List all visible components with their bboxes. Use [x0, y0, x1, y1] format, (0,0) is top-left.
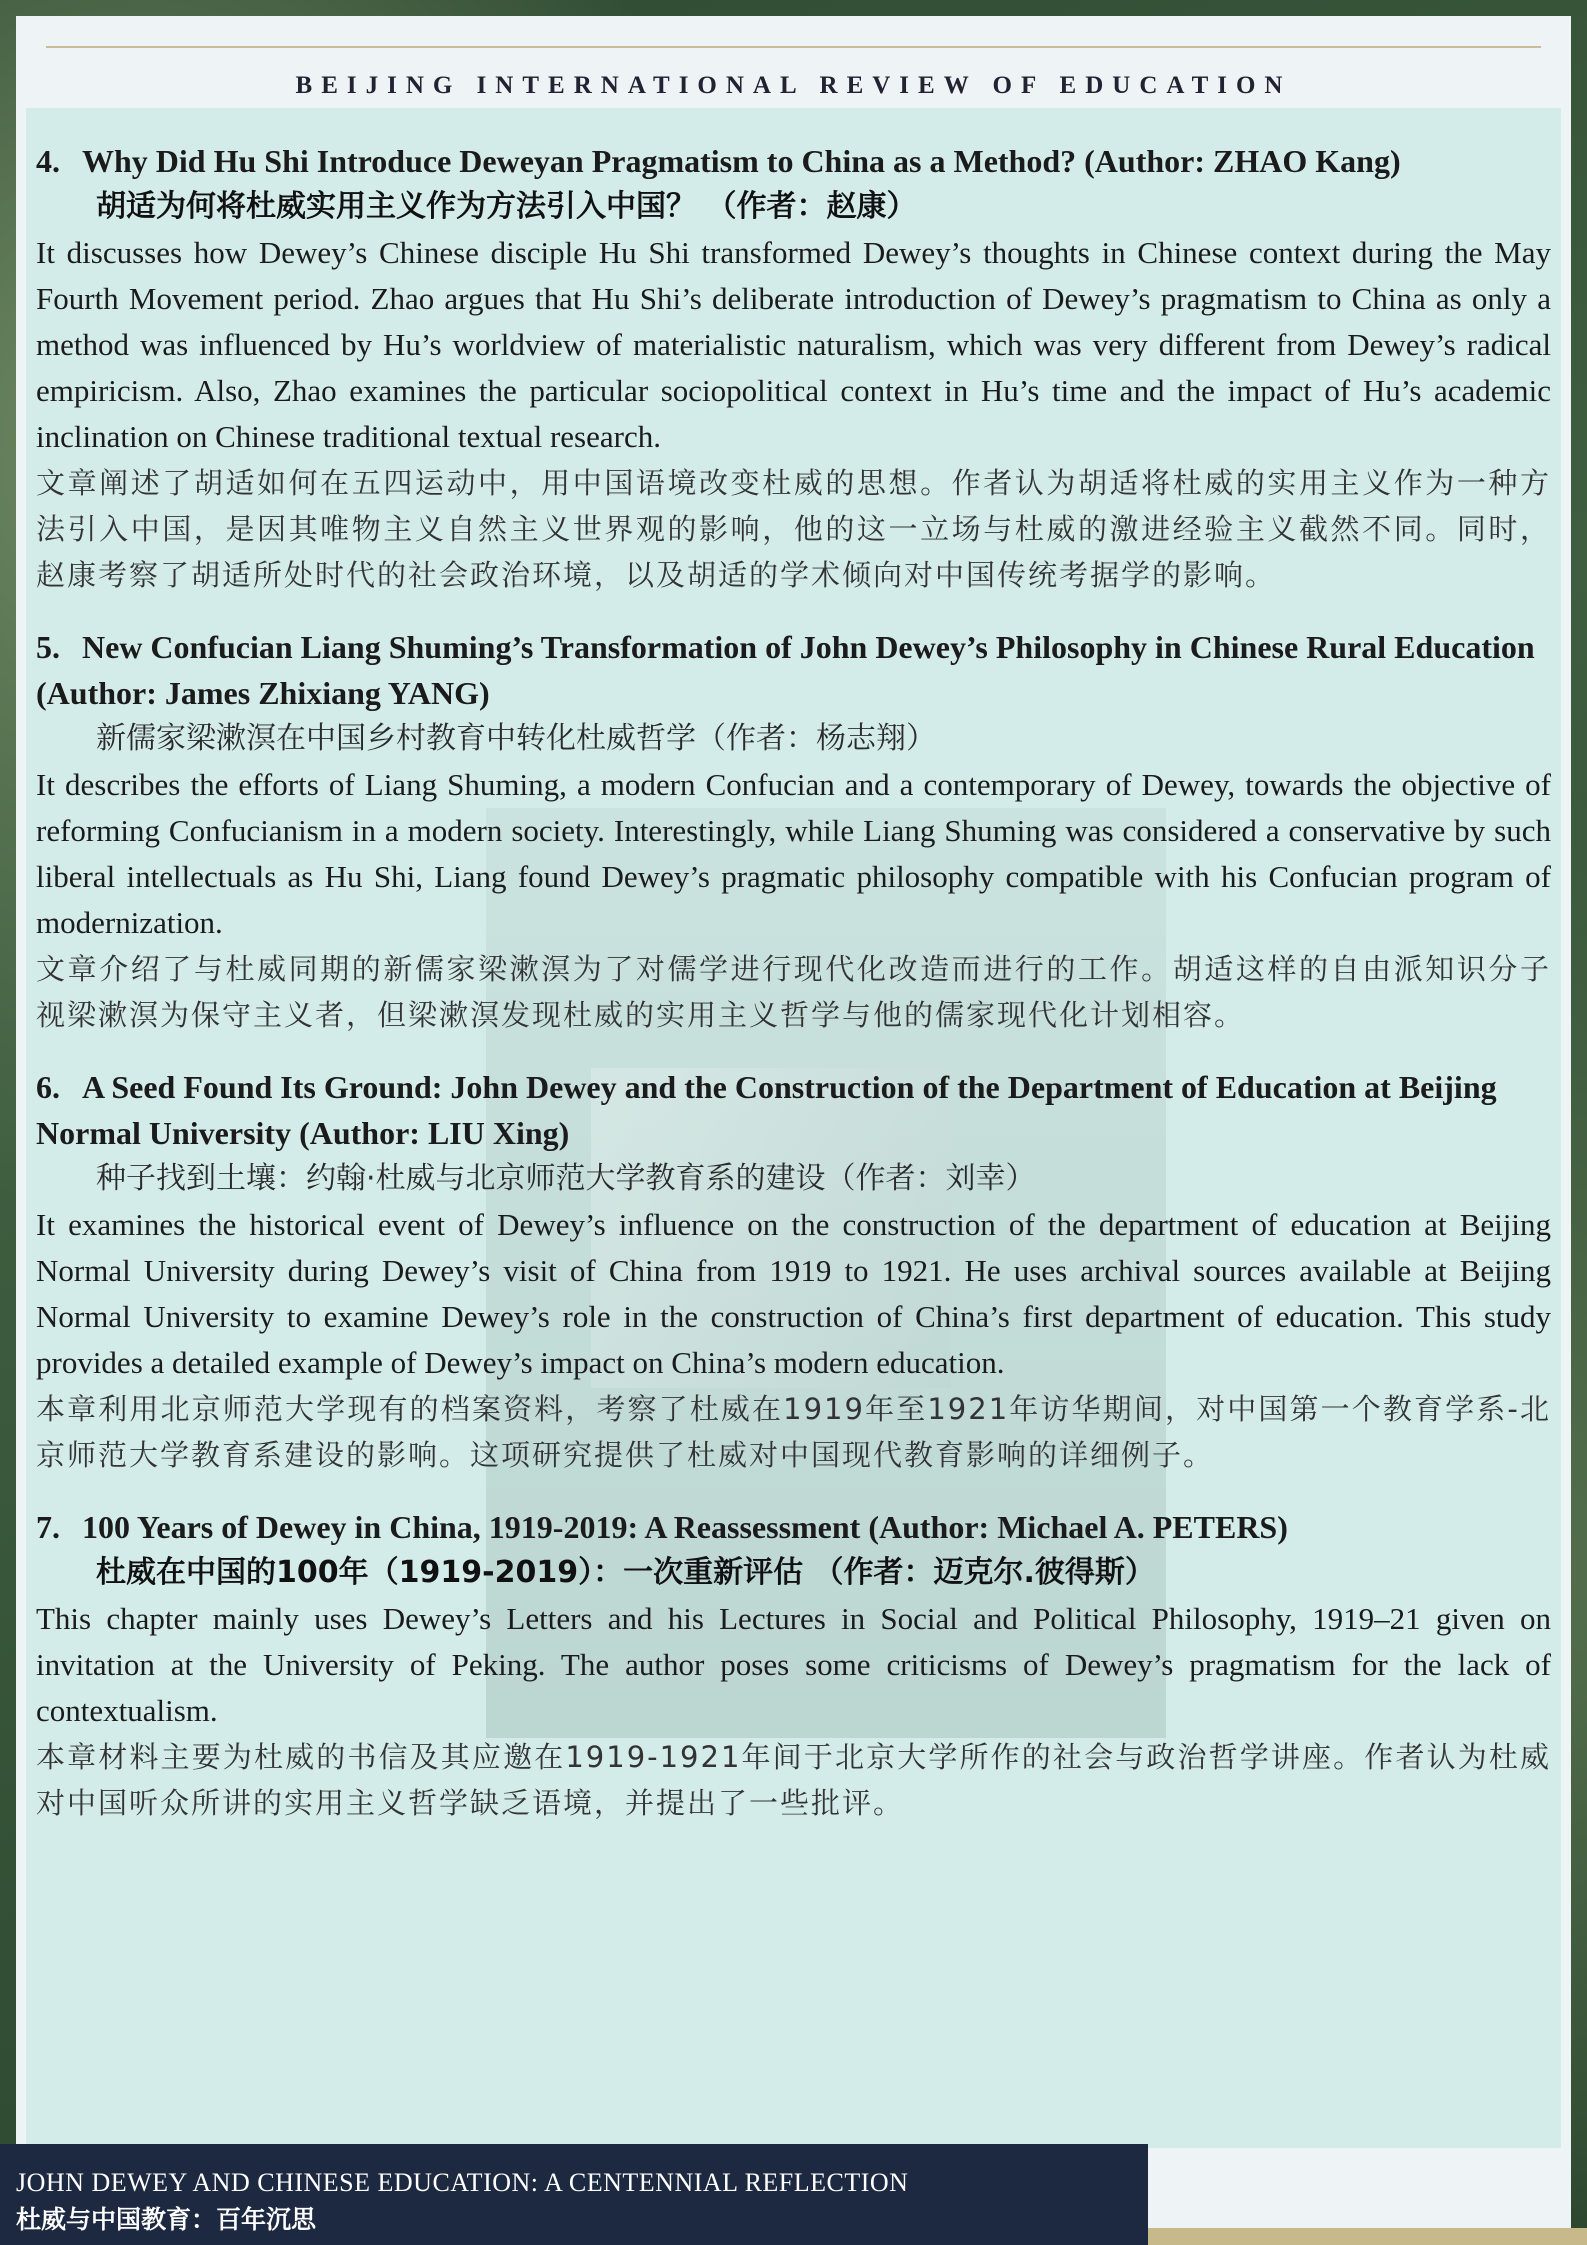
article-title: [36, 138, 1551, 184]
article-summary-en: It describes the efforts of Liang Shuming, a modern Confucian and a contemporary of Dewey, towards the objective of reforming Confucianism in a modern society. Interestingly, while Liang Shuming was considered a conservative by such liberal intellectuals as Hu Shi, Liang found Dewey’s pragmatic philosophy compatible with his Confucian program of modernization.: [36, 767, 1551, 940]
article-number: 5.: [36, 629, 60, 665]
article-summary-zh: 本章材料主要为杜威的书信及其应邀在1919-1921年间于北京大学所作的社会与政治哲学讲座。作者认为杜威对中国听众所讲的实用主义哲学缺乏语境，并提出了一些批评。: [36, 1740, 1551, 1820]
article-title-text: Why Did Hu Shi Introduce Deweyan Pragmatism to China as a Method? (Author: ZHAO Kang): [82, 143, 1401, 179]
article-number: 7.: [36, 1509, 60, 1545]
article-title-cn: 胡适为何将杜威实用主义作为方法引入中国？ （作者：赵康）: [96, 189, 917, 224]
article-summary-en: This chapter mainly uses Dewey’s Letters and his Lectures in Social and Political Philosophy, 1919–21 given on invitation at the University of Peking. The author poses some criticisms of Dewey’s pragmatism for the lack of contextualism.: [36, 1601, 1551, 1728]
article-number: 4.: [36, 143, 60, 179]
header-rule: [46, 46, 1541, 48]
article-title: [36, 1064, 1551, 1156]
article-4: [36, 138, 1551, 598]
article-title-cn: 杜威在中国的100年（1919-2019）：一次重新评估 （作者：迈克尔.彼得斯）: [96, 1555, 1155, 1590]
journal-header: BEIJING INTERNATIONAL REVIEW OF EDUCATION: [295, 72, 1292, 99]
article-title-text: A Seed Found Its Ground: John Dewey and the Construction of the Department of Education at Beijing Normal University (Author: LIU Xing): [36, 1069, 1497, 1151]
article-6: [36, 1064, 1551, 1478]
article-summary-zh: 文章介绍了与杜威同期的新儒家梁漱溟为了对儒学进行现代化改造而进行的工作。胡适这样的自由派知识分子视梁漱溟为保守主义者，但梁漱溟发现杜威的实用主义哲学与他的儒家现代化计划相容。: [36, 952, 1551, 1032]
article-summary-en: It discusses how Dewey’s Chinese disciple Hu Shi transformed Dewey’s thoughts in Chinese context during the May Fourth Movement period. Zhao argues that Hu Shi’s deliberate introduction of Dewey’s pragmatism to China as only a method was influenced by Hu’s worldview of materialistic naturalism, which was very different from Dewey’s radical empiricism. Also, Zhao examines the particular sociopolitical context in Hu’s time and the impact of Hu’s academic inclination on Chinese traditional textual research.: [36, 235, 1551, 454]
footer-title-cn: 杜威与中国教育：百年沉思: [16, 2205, 317, 2234]
article-summary-zh: 本章利用北京师范大学现有的档案资料，考察了杜威在1919年至1921年访华期间，对中国第一个教育学系-北京师范大学教育系建设的影响。这项研究提供了杜威对中国现代教育影响的详细例子。: [36, 1392, 1551, 1472]
article-title-cn: 新儒家梁漱溟在中国乡村教育中转化杜威哲学（作者：杨志翔）: [96, 721, 936, 756]
article-list: [36, 138, 1551, 1852]
article-title-text: 100 Years of Dewey in China, 1919-2019: A Reassessment (Author: Michael A. PETERS): [82, 1509, 1288, 1545]
article-summary-en: It examines the historical event of Dewey’s influence on the construction of the department of education at Beijing Normal University during Dewey’s visit of China from 1919 to 1921. He uses archival sources available at Beijing Normal University to examine Dewey’s role in the construction of China’s first department of education. This study provides a detailed example of Dewey’s impact on China’s modern education.: [36, 1207, 1551, 1380]
article-title: [36, 624, 1551, 716]
article-title-text: New Confucian Liang Shuming’s Transformation of John Dewey’s Philosophy in Chinese Rural Education (Author: James Zhixiang YANG): [36, 629, 1535, 711]
article-5: [36, 624, 1551, 1038]
article-number: 6.: [36, 1069, 60, 1105]
footer-title-en: JOHN DEWEY AND CHINESE EDUCATION: A CENTENNIAL REFLECTION: [16, 2168, 909, 2197]
footer-accent-bar: [1148, 2228, 1587, 2245]
article-7: [36, 1504, 1551, 1826]
article-title-cn: 种子找到土壤：约翰·杜威与北京师范大学教育系的建设（作者：刘幸）: [96, 1161, 1036, 1196]
article-summary-zh: 文章阐述了胡适如何在五四运动中，用中国语境改变杜威的思想。作者认为胡适将杜威的实用主义作为一种方法引入中国，是因其唯物主义自然主义世界观的影响，他的这一立场与杜威的激进经验主义截然不同。同时，赵康考察了胡适所处时代的社会政治环境，以及胡适的学术倾向对中国传统考据学的影响。: [36, 466, 1551, 592]
article-title: [36, 1504, 1551, 1550]
